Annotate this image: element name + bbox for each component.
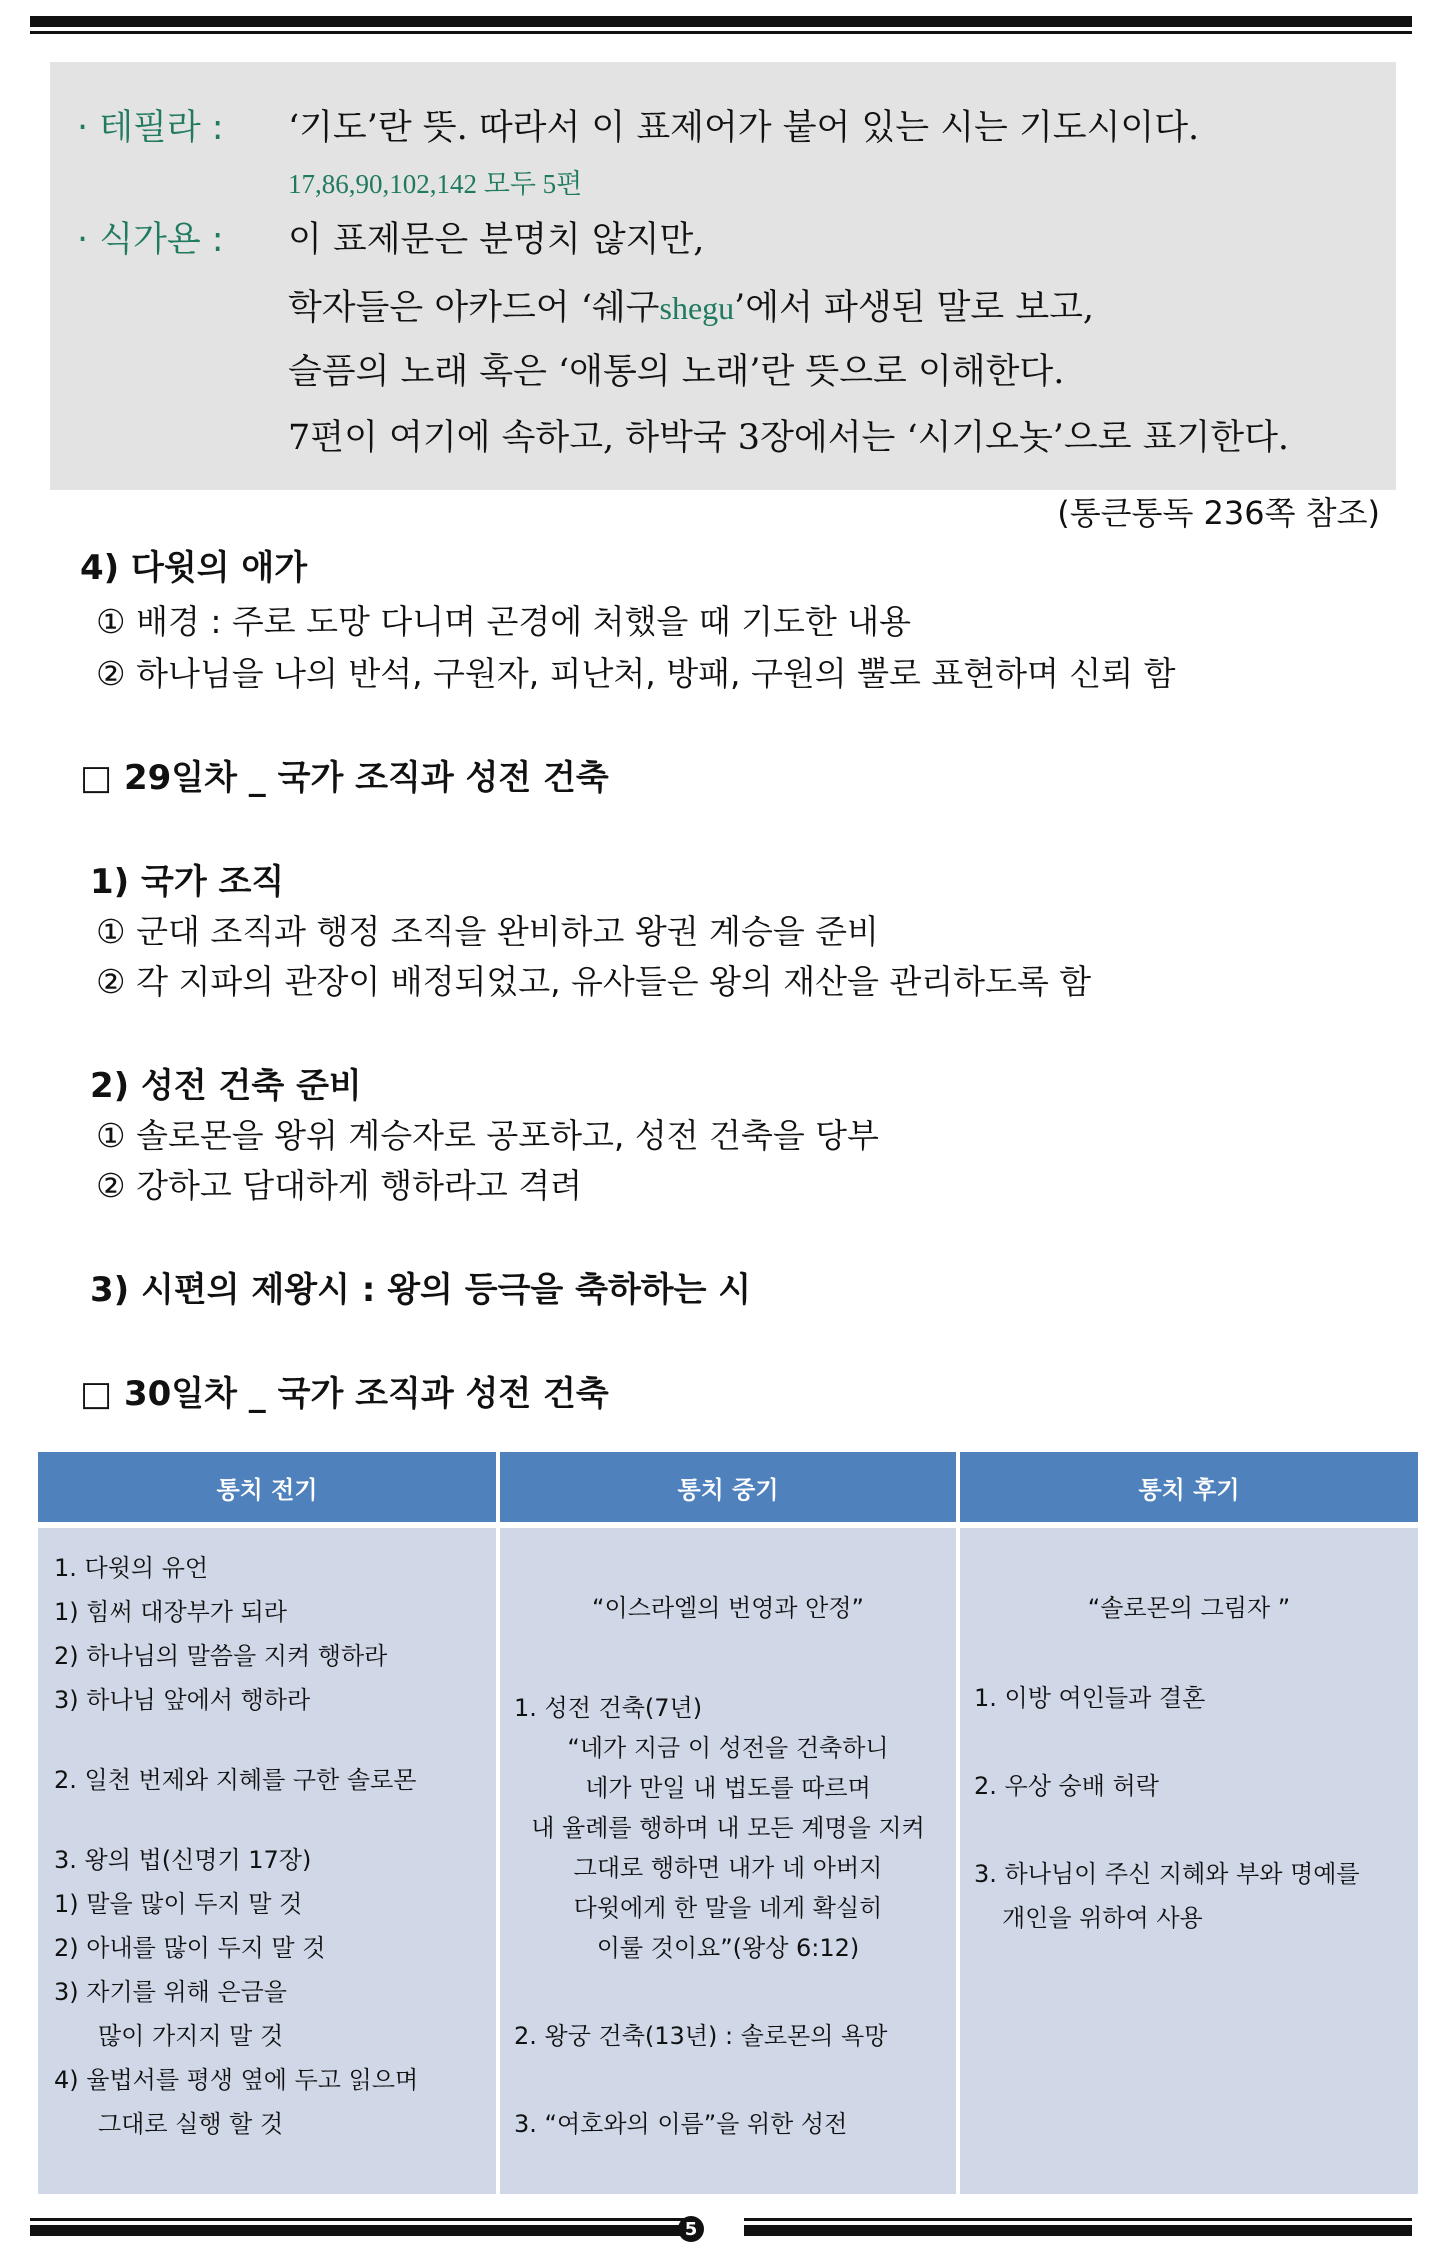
middle-line: 내 율례를 행하며 내 모든 계명을 지켜 [531, 1814, 925, 1842]
temple-preparation-item-2: ② 강하고 담대하게 행하라고 격려 [96, 1166, 582, 1205]
cell-late-reign [960, 1528, 1418, 2194]
middle-line: 1. 성전 건축(7년) [514, 1694, 703, 1722]
temple-preparation-heading: 2) 성전 건축 준비 [90, 1066, 362, 1106]
sigayon-label: · 식가욘 : [77, 220, 224, 260]
early-line: 2) 하나님의 말씀을 지켜 행하라 [54, 1642, 388, 1670]
early-line: 2) 아내를 많이 두지 말 것 [54, 1934, 326, 1962]
sigayon-line-2-a: 학자들은 아카드어 ‘쉐구 [288, 288, 660, 328]
bottom-rule [30, 2218, 1412, 2240]
david-lament-item-2: ② 하나님을 나의 반석, 구원자, 피난처, 방패, 구원의 뿔로 표현하며 신뢰 함 [96, 654, 1176, 693]
middle-line: “네가 지금 이 성전을 건축하니 [567, 1734, 889, 1762]
bottom-rule-thick-left [30, 2225, 698, 2236]
bottom-rule-thin-left [30, 2218, 698, 2221]
late-line: “솔로몬의 그림자 ” [1087, 1594, 1291, 1622]
header-early-reign: 통치 전기 [38, 1452, 496, 1522]
cell-middle-reign [500, 1528, 956, 2194]
royal-psalms-heading: 3) 시편의 제왕시 : 왕의 등극을 축하하는 시 [90, 1270, 752, 1310]
sigayon-line-1: 이 표제문은 분명치 않지만, [288, 220, 705, 260]
middle-line: 이룰 것이요”(왕상 6:12) [596, 1934, 860, 1962]
sigayon-line-2-b: ’에서 파생된 말로 보고, [734, 288, 1095, 328]
sigayon-line-2 [288, 280, 1094, 330]
middle-line: 그대로 행하면 내가 네 아버지 [573, 1854, 883, 1882]
early-line: 1) 힘써 대장부가 되라 [54, 1598, 287, 1626]
psalm-titles-box [50, 62, 1396, 490]
day29-heading: □ 29일차 _ 국가 조직과 성전 건축 [80, 758, 609, 798]
tefila-psalm-list: 17,86,90,102,142 모두 5편 [288, 169, 583, 199]
header-late-reign: 통치 후기 [960, 1452, 1418, 1522]
early-line: 1. 다윗의 유언 [54, 1554, 209, 1582]
top-rule-thin [30, 31, 1412, 34]
early-line: 3) 자기를 위해 은금을 [54, 1978, 287, 2006]
early-line: 그대로 실행 할 것 [98, 2110, 284, 2138]
tefila-label: · 테필라 : [77, 108, 224, 148]
top-rule-thick [30, 16, 1412, 27]
early-line: 4) 율법서를 평생 옆에 두고 읽으며 [54, 2066, 419, 2094]
david-lament-item-1: ① 배경 : 주로 도망 다니며 곤경에 처했을 때 기도한 내용 [96, 602, 912, 641]
middle-line: 다윗에게 한 말을 네게 확실히 [573, 1894, 883, 1922]
table-header-row [38, 1452, 1418, 1522]
national-organization-item-1: ① 군대 조직과 행정 조직을 완비하고 왕권 계승을 준비 [96, 912, 879, 951]
middle-line: 3. “여호와의 이름”을 위한 성전 [514, 2110, 848, 2138]
shegu-term: shegu [659, 290, 735, 326]
solomon-reign-table [38, 1452, 1418, 2194]
tefila-text: ‘기도’란 뜻. 따라서 이 표제어가 붙어 있는 시는 기도시이다. [288, 108, 1200, 148]
top-rule [30, 16, 1412, 36]
middle-line: 2. 왕궁 건축(13년) : 솔로몬의 욕망 [514, 2022, 888, 2050]
header-middle-reign: 통치 중기 [500, 1452, 956, 1522]
early-line: 3. 왕의 법(신명기 17장) [54, 1846, 312, 1874]
middle-line: “이스라엘의 번영과 안정” [592, 1594, 864, 1622]
middle-line: 네가 만일 내 법도를 따르며 [585, 1774, 871, 1802]
early-line: 2. 일천 번제와 지혜를 구한 솔로몬 [54, 1766, 417, 1794]
late-line: 3. 하나님이 주신 지혜와 부와 명예를 [974, 1860, 1360, 1888]
day30-heading: □ 30일차 _ 국가 조직과 성전 건축 [80, 1374, 609, 1414]
cell-early-reign [38, 1528, 496, 2194]
late-line: 2. 우상 숭배 허락 [974, 1772, 1159, 1800]
early-line: 많이 가지지 말 것 [98, 2022, 284, 2050]
page-number: 5 [678, 2216, 704, 2242]
national-organization-item-2: ② 각 지파의 관장이 배정되었고, 유사들은 왕의 재산을 관리하도록 함 [96, 962, 1092, 1001]
early-line: 3) 하나님 앞에서 행하라 [54, 1686, 311, 1714]
national-organization-heading: 1) 국가 조직 [90, 862, 285, 902]
bottom-rule-thin-right [744, 2218, 1412, 2221]
temple-preparation-item-1: ① 솔로몬을 왕위 계승자로 공포하고, 성전 건축을 당부 [96, 1116, 879, 1155]
david-lament-heading: 4) 다윗의 애가 [80, 548, 308, 588]
late-line: 1. 이방 여인들과 결혼 [974, 1684, 1206, 1712]
sigayon-line-4: 7편이 여기에 속하고, 하박국 3장에서는 ‘시기오놋’으로 표기한다. [288, 418, 1290, 458]
sigayon-line-3: 슬픔의 노래 혹은 ‘애통의 노래’란 뜻으로 이해한다. [288, 352, 1065, 392]
bottom-rule-thick-right [744, 2225, 1412, 2236]
reference-note: (통큰통독 236쪽 참조) [1057, 494, 1380, 532]
early-line: 1) 말을 많이 두지 말 것 [54, 1890, 303, 1918]
late-line: 개인을 위하여 사용 [1002, 1904, 1203, 1932]
